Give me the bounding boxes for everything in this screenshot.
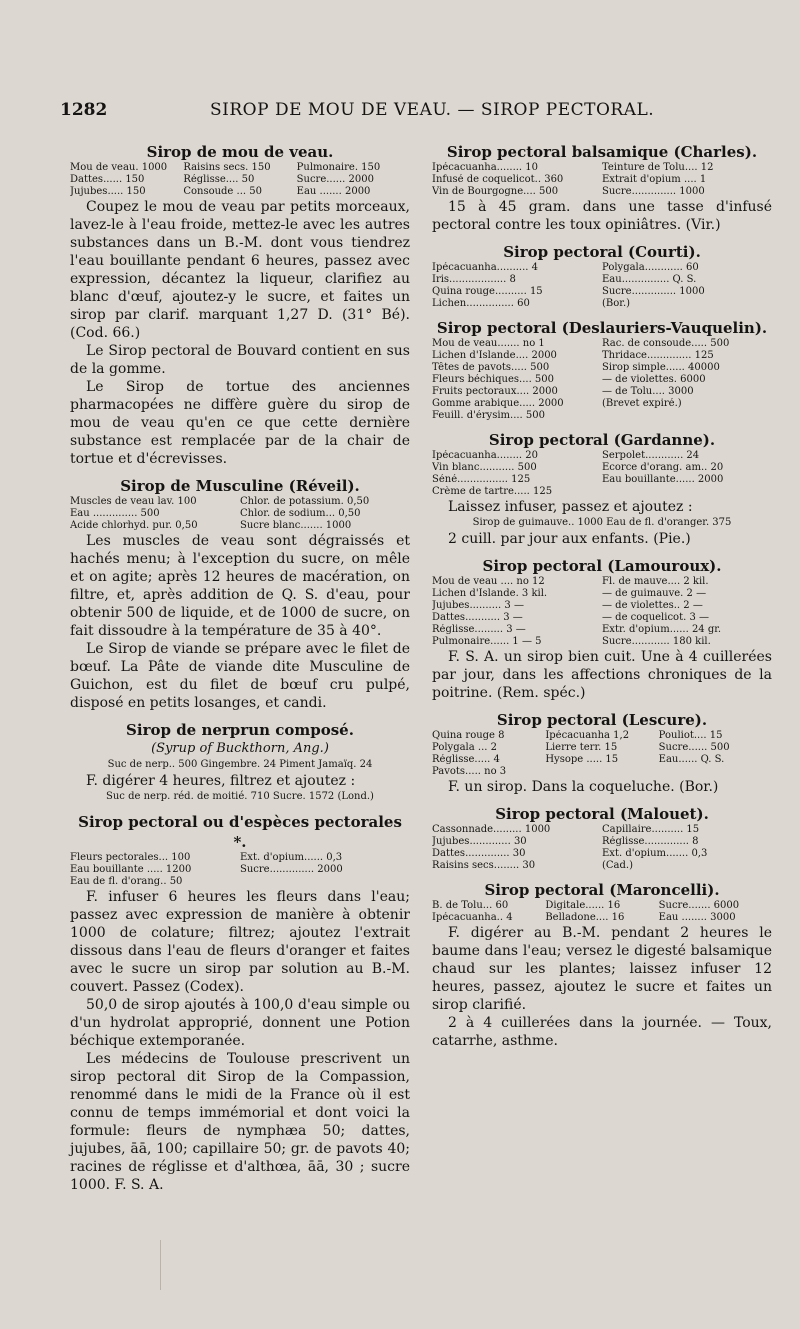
cell: Extrait d'opium .... 1 — [602, 174, 707, 185]
cell: Gomme arabique..... 2000 — [432, 398, 564, 409]
section-title: Sirop pectoral ou d'espèces pectorales *. — [78, 813, 402, 851]
table-row — [432, 576, 772, 588]
cell: Vin blanc........... 500 — [432, 462, 537, 473]
paragraph: Laissez infuser, passez et ajoutez : — [448, 499, 693, 515]
table-row — [432, 588, 772, 600]
table-row — [432, 860, 772, 872]
section-subtitle: (Syrup of Buckthorn, Ang.) — [151, 741, 329, 756]
cell: Dattes.............. 30 — [432, 848, 526, 859]
paragraph: Coupez le mou de veau par petits morceaux, lavez-le à l'eau froide, mettez-le avec les autres substances dans un B.-M. dont vous tiendrez l'eau bouillante pendant 6 heures, passez avec expression, décantez la liqueur, clarifiez au blanc d'œuf, ajoutez-y le sucre, et faites un sirop par clarif. marquant 1,27 D. (31° Bé). (Cod. 66.) — [70, 199, 410, 341]
paragraph: Les médecins de Toulouse prescrivent un sirop pectoral dit Sirop de la Compassion, renommé dans le midi de la France où il est connu de temps immémorial et dont voici la formule: fleurs de nymphæa 50; dattes, jujubes, āā, 100; capillaire 50; gr. de pavots 40; racines de réglisse et d'althœa, āā, 30 ; sucre 1000. F. S. A. — [70, 1051, 410, 1193]
cell: Pulmonaire. 150 — [296, 162, 381, 173]
cell: Hysope ..... 15 — [545, 754, 619, 765]
section-title: Sirop pectoral (Gardanne). — [488, 431, 716, 449]
cell: Vin de Bourgogne.... 500 — [432, 186, 559, 197]
table-row — [432, 600, 772, 612]
ingredient-table — [432, 824, 772, 872]
ingredient-table — [432, 338, 772, 422]
paragraph: F. un sirop. Dans la coqueluche. (Bor.) — [448, 779, 719, 795]
section-title: Sirop pectoral (Malouet). — [495, 805, 709, 823]
cell: Chlor. de sodium... 0,50 — [240, 508, 361, 519]
paragraph: F. digérer au B.-M. pendant 2 heures le baume dans l'eau; versez le digesté balsamique chaud sur les plantes; laissez infuser 12 heures, passez, ajoutez le sucre et faites un sirop clarifié. — [432, 925, 772, 1013]
cell: Sirop simple...... 40000 — [602, 362, 720, 373]
cell: Quina rouge.......... 15 — [432, 286, 543, 297]
page-number: 1282 — [60, 100, 108, 120]
cell: Pavots..... no 3 — [432, 766, 507, 777]
cell: Quina rouge 8 — [432, 730, 505, 741]
cell: Mou de veau .... no 12 — [432, 576, 545, 587]
page-header — [60, 100, 750, 128]
cell: Eau ....... 2000 — [296, 186, 371, 197]
cell: Sucre blanc....... 1000 — [240, 520, 352, 531]
cell: Lierre terr. 15 — [545, 742, 618, 753]
paragraph: Les muscles de veau sont dégraissés et hachés menu; à l'exception du sucre, on mêle et on agite; après 12 heures de macération, on filtre, et, après addition de Q. S. d'eau, pour obtenir 500 de liquide, et de 1000 de sucre, on fait dissoudre à la température de 35 à 40°. — [70, 533, 410, 639]
cell: Serpolet............ 24 — [602, 450, 700, 461]
paragraph: 15 à 45 gram. dans une tasse d'infusé pectoral contre les toux opiniâtres. (Vir.) — [432, 199, 772, 233]
cell: Consoude ... 50 — [183, 186, 262, 197]
table-row — [432, 900, 772, 912]
paragraph: F. digérer 4 heures, filtrez et ajoutez : — [86, 773, 356, 789]
cell: Sucre....... 6000 — [658, 900, 740, 911]
ingredient-table — [432, 262, 772, 310]
table-row — [70, 852, 410, 864]
cell: Belladone.... 16 — [545, 912, 625, 923]
cell: Digitale...... 16 — [545, 900, 621, 911]
cell — [659, 766, 772, 778]
cell: Réglisse......... 3 — — [432, 624, 526, 635]
table-row — [432, 350, 772, 362]
cell: Infusé de coquelicot.. 360 — [432, 174, 564, 185]
cell: Dattes........... 3 — — [432, 612, 523, 623]
cell: Raisins secs........ 30 — [432, 860, 536, 871]
cell: Ipécacuanha.. 4 — [432, 912, 513, 923]
cell: Fleurs béchiques.... 500 — [432, 374, 555, 385]
cell: Thridace.............. 125 — [602, 350, 714, 361]
table-row — [432, 274, 772, 286]
cell: — de guimauve. 2 — — [602, 588, 707, 599]
section-title: Sirop pectoral (Deslauriers-Vauquelin). — [436, 319, 768, 337]
cell: Lichen d'Islande. 3 kil. — [432, 588, 548, 599]
cell: — de violettes. 6000 — [602, 374, 706, 385]
table-row — [70, 186, 410, 198]
table-row — [70, 520, 410, 532]
table-row — [432, 262, 772, 274]
cell: Mou de veau. 1000 — [70, 162, 168, 173]
cell: Cassonnade......... 1000 — [432, 824, 551, 835]
cell: Chlor. de potassium. 0,50 — [240, 496, 370, 507]
cell: Jujubes............. 30 — [432, 836, 527, 847]
cell: — de violettes.. 2 — — [602, 600, 703, 611]
cell: — de coquelicot. 3 — — [602, 612, 709, 623]
cell — [240, 876, 410, 888]
cell: — de Tolu.... 3000 — [602, 386, 694, 397]
section-title: Sirop de nerprun composé. — [126, 721, 354, 739]
cell: Eau...... Q. S. — [658, 754, 725, 765]
table-row — [432, 398, 772, 410]
cell: (Bor.) — [602, 298, 631, 309]
cell: Eau bouillante...... 2000 — [602, 474, 724, 485]
cell: Eau............... Q. S. — [602, 274, 697, 285]
section-title: Sirop de Musculine (Réveil). — [120, 477, 360, 495]
table-row — [432, 374, 772, 386]
cell — [545, 766, 658, 778]
cell: Acide chlorhyd. pur. 0,50 — [70, 520, 198, 531]
cell: B. de Tolu... 60 — [432, 900, 509, 911]
section-title: Sirop de mou de veau. — [146, 143, 334, 161]
cell: Mou de veau....... no 1 — [432, 338, 545, 349]
cell: Ecorce d'orang. am.. 20 — [602, 462, 724, 473]
cell: Réglisse.... 50 — [183, 174, 255, 185]
table-row — [432, 362, 772, 374]
section-title: Sirop pectoral (Lamouroux). — [482, 557, 722, 575]
section-title: Sirop pectoral (Courti). — [503, 243, 701, 261]
ingredient-line: Suc de nerp.. 500 Gingembre. 24 Piment Jamaïq. 24 — [107, 759, 373, 770]
cell: Têtes de pavots..... 500 — [432, 362, 550, 373]
cell: Pouliot.... 15 — [658, 730, 723, 741]
cell: Réglisse..... 4 — [432, 754, 500, 765]
cell: Ipécacuanha........ 20 — [432, 450, 539, 461]
table-row — [432, 766, 772, 778]
cell: Raisins secs. 150 — [183, 162, 271, 173]
left-column — [70, 142, 410, 1194]
table-row — [432, 486, 772, 498]
cell: (Cad.) — [602, 860, 633, 871]
ingredient-table — [432, 450, 772, 498]
running-title: SIROP DE MOU DE VEAU. — SIROP PECTORAL. — [210, 100, 655, 120]
table-row — [432, 410, 772, 422]
cell: Sucre.............. 1000 — [602, 186, 705, 197]
cell: Sucre...... 500 — [658, 742, 730, 753]
ingredient-table — [432, 900, 772, 924]
table-row — [70, 508, 410, 520]
paragraph: Le Sirop pectoral de Bouvard contient en sus de la gomme. — [70, 343, 410, 377]
paragraph: 2 cuill. par jour aux enfants. (Pie.) — [448, 531, 691, 547]
ingredient-table — [70, 162, 410, 198]
table-row — [70, 496, 410, 508]
cell: Sucre...... 2000 — [296, 174, 374, 185]
paragraph: Le Sirop de viande se prépare avec le filet de bœuf. La Pâte de viande dite Musculine de Guichon, est du filet de bœuf cru pulpé, disposé en petits losanges, et candi. — [70, 641, 410, 711]
cell: Ipécacuanha 1,2 — [545, 730, 630, 741]
cell: Capillaire.......... 15 — [602, 824, 700, 835]
cell: (Brevet expiré.) — [602, 398, 682, 409]
table-row — [432, 474, 772, 486]
cell: Polygala ... 2 — [432, 742, 497, 753]
table-row — [432, 848, 772, 860]
cell: Crème de tartre..... 125 — [432, 486, 553, 497]
cell: Feuill. d'érysim.... 500 — [432, 410, 545, 421]
cell: Fl. de mauve.... 2 kil. — [602, 576, 709, 587]
cell: Ipécacuanha.......... 4 — [432, 262, 539, 273]
cell: Extr. d'opium...... 24 gr. — [602, 624, 722, 635]
section-title: Sirop pectoral (Maroncelli). — [484, 881, 720, 899]
cell — [602, 486, 772, 498]
table-row — [432, 836, 772, 848]
table-row — [70, 876, 410, 888]
cell: Iris.................. 8 — [432, 274, 516, 285]
cell: Rac. de consoude..... 500 — [602, 338, 730, 349]
table-row — [432, 824, 772, 836]
table-row — [432, 186, 772, 198]
cell: Lichen............... 60 — [432, 298, 530, 309]
cell: Lichen d'Islande.... 2000 — [432, 350, 557, 361]
table-row — [432, 286, 772, 298]
table-row — [70, 162, 410, 174]
paragraph: F. S. A. un sirop bien cuit. Une à 4 cuillerées par jour, dans les affections chroniques de la poitrine. (Rem. spéc.) — [432, 649, 772, 701]
cell: Jujubes..... 150 — [70, 186, 146, 197]
table-row — [432, 450, 772, 462]
cell: Ext. d'opium....... 0,3 — [602, 848, 708, 859]
cell: Ipécacuanha........ 10 — [432, 162, 539, 173]
table-row — [432, 730, 772, 742]
cell: Fleurs pectorales... 100 — [70, 852, 191, 863]
ingredient-line: Suc de nerp. réd. de moitié. 710 Sucre. 1572 (Lond.) — [106, 791, 374, 802]
cell: Pulmonaire...... 1 — 5 — [432, 636, 542, 647]
cell: Séné................ 125 — [432, 474, 531, 485]
ingredient-table — [432, 730, 772, 778]
section-title: Sirop pectoral (Lescure). — [496, 711, 708, 729]
table-row — [432, 742, 772, 754]
ingredient-table — [432, 162, 772, 198]
cell: Muscles de veau lav. 100 — [70, 496, 197, 507]
table-row — [432, 624, 772, 636]
ingredient-line: Sirop de guimauve.. 1000 Eau de fl. d'oranger. 375 — [472, 517, 732, 528]
paragraph: 2 à 4 cuillerées dans la journée. — Toux, catarrhe, asthme. — [432, 1015, 772, 1049]
cell: Eau bouillante ..... 1200 — [70, 864, 192, 875]
table-row — [432, 338, 772, 350]
cell: Eau ........ 3000 — [658, 912, 736, 923]
ingredient-table — [70, 496, 410, 532]
cell: Sucre............ 180 kil. — [602, 636, 711, 647]
right-column — [432, 142, 772, 1050]
cell: Ext. d'opium...... 0,3 — [240, 852, 343, 863]
paper-mark — [160, 1240, 161, 1290]
table-row — [432, 462, 772, 474]
cell: Dattes...... 150 — [70, 174, 145, 185]
cell: Sucre.............. 2000 — [240, 864, 343, 875]
table-row — [432, 636, 772, 648]
cell: Fruits pectoraux.... 2000 — [432, 386, 558, 397]
table-row — [432, 612, 772, 624]
section-title: Sirop pectoral balsamique (Charles). — [446, 143, 758, 161]
cell: Teinture de Tolu.... 12 — [602, 162, 714, 173]
paragraph: Le Sirop de tortue des anciennes pharmacopées ne diffère guère du sirop de mou de veau qu'en ce que cette dernière substance est remplacée par de la chair de tortue et d'écrevisses. — [70, 379, 410, 467]
cell: Eau de fl. d'orang.. 50 — [70, 876, 183, 887]
table-row — [432, 912, 772, 924]
cell — [602, 410, 772, 422]
table-row — [432, 298, 772, 310]
cell: Eau .............. 500 — [70, 508, 160, 519]
table-row — [70, 174, 410, 186]
table-row — [70, 864, 410, 876]
ingredient-table — [70, 852, 410, 888]
ingredient-table — [432, 576, 772, 648]
cell: Sucre.............. 1000 — [602, 286, 705, 297]
cell: Jujubes.......... 3 — — [432, 600, 524, 611]
cell: Réglisse.............. 8 — [602, 836, 699, 847]
cell: Polygala............ 60 — [602, 262, 699, 273]
table-row — [432, 386, 772, 398]
paragraph: F. infuser 6 heures les fleurs dans l'eau; passez avec expression de manière à obtenir 1000 de colature; filtrez; ajoutez l'extrait dissous dans l'eau de fleurs d'oranger et faites avec le sucre un sirop par solution au B.-M. couvert. Passez (Codex). — [70, 889, 410, 995]
paragraph: 50,0 de sirop ajoutés à 100,0 d'eau simple ou d'un hydrolat approprié, donnent une Potion béchique extemporanée. — [70, 997, 410, 1049]
table-row — [432, 174, 772, 186]
table-row — [432, 754, 772, 766]
table-row — [432, 162, 772, 174]
